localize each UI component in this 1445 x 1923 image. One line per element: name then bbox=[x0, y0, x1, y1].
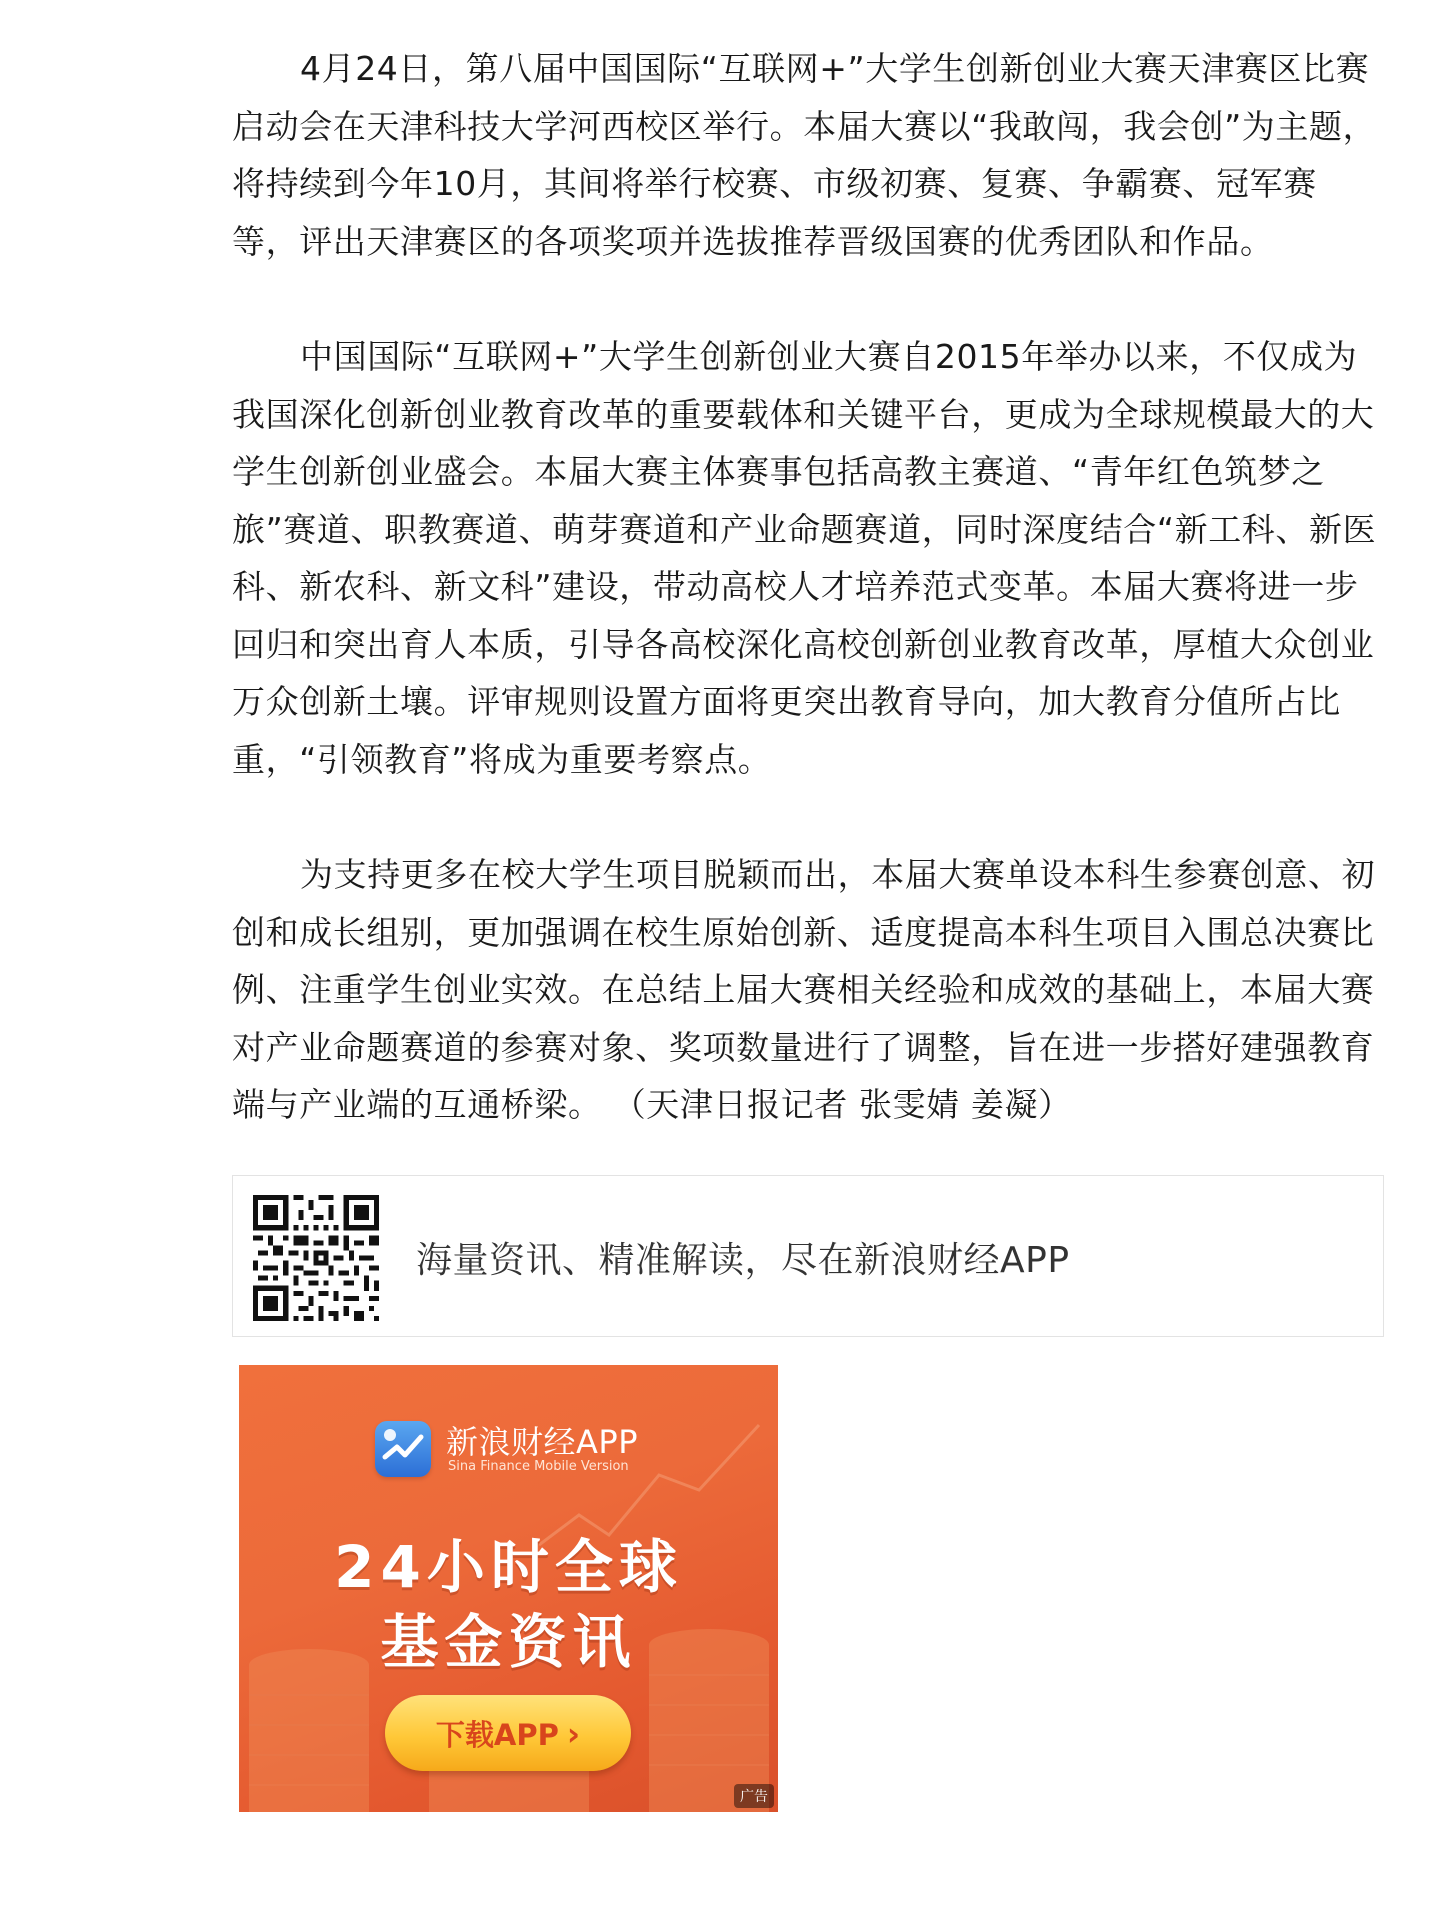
article-paragraph: 4月24日，第八届中国国际“互联网+”大学生创新创业大赛天津赛区比赛启动会在天津科技大学河西校区举行。本届大赛以“我敢闯，我会创”为主题，将持续到今年10月，其间将举行校赛、市级初赛、复赛、争霸赛、冠军赛等，评出天津赛区的各项奖项并选拔推荐晋级国赛的优秀团队和作品。 bbox=[232, 49, 1377, 261]
download-app-button[interactable] bbox=[385, 1695, 631, 1771]
ad-app-name: 新浪财经APP bbox=[446, 1423, 638, 1461]
download-app-label: 下载APP bbox=[435, 1718, 559, 1752]
ad-banner[interactable] bbox=[239, 1365, 778, 1812]
app-promo-text: 海量资讯、精准解读，尽在新浪财经APP bbox=[416, 1240, 1070, 1281]
ad-app-subtitle: Sina Finance Mobile Version bbox=[448, 1459, 629, 1474]
article-paragraph: 为支持更多在校大学生项目脱颖而出，本届大赛单设本科生参赛创意、初创和成长组别，更加强调在校生原始创新、适度提高本科生项目入围总决赛比例、注重学生创业实效。在总结上届大赛相关经验和成效的基础上，本届大赛对产业命题赛道的参赛对象、奖项数量进行了调整，旨在进一步搭好建强教育端与产业端的互通桥梁。 （天津日报记者 张雯婧 姜凝） bbox=[232, 855, 1376, 1124]
article-paragraph: 中国国际“互联网+”大学生创新创业大赛自2015年举办以来，不仅成为我国深化创新创业教育改革的重要载体和关键平台，更成为全球规模最大的大学生创新创业盛会。本届大赛主体赛事包括高教主赛道、“青年红色筑梦之旅”赛道、职教赛道、萌芽赛道和产业命题赛道，同时深度结合“新工科、新医科、新农科、新文科”建设，带动高校人才培养范式变革。本届大赛将进一步回归和突出育人本质，引导各高校深化高校创新创业教育改革，厚植大众创业万众创新土壤。评审规则设置方面将更突出教育导向，加大教育分值所占比重，“引领教育”将成为重要考察点。 bbox=[232, 337, 1377, 779]
ad-headline-line-1: 24小时全球 bbox=[334, 1533, 683, 1601]
article-body bbox=[232, 40, 1382, 1192]
ad-tag: 广告 bbox=[734, 1784, 774, 1808]
app-promo-banner[interactable] bbox=[232, 1175, 1384, 1337]
chevron-right-icon: › bbox=[566, 1715, 581, 1753]
ad-headline-line-2: 基金资讯 bbox=[380, 1608, 637, 1676]
sina-finance-logo-icon bbox=[375, 1421, 431, 1477]
qr-code-icon bbox=[253, 1195, 379, 1321]
